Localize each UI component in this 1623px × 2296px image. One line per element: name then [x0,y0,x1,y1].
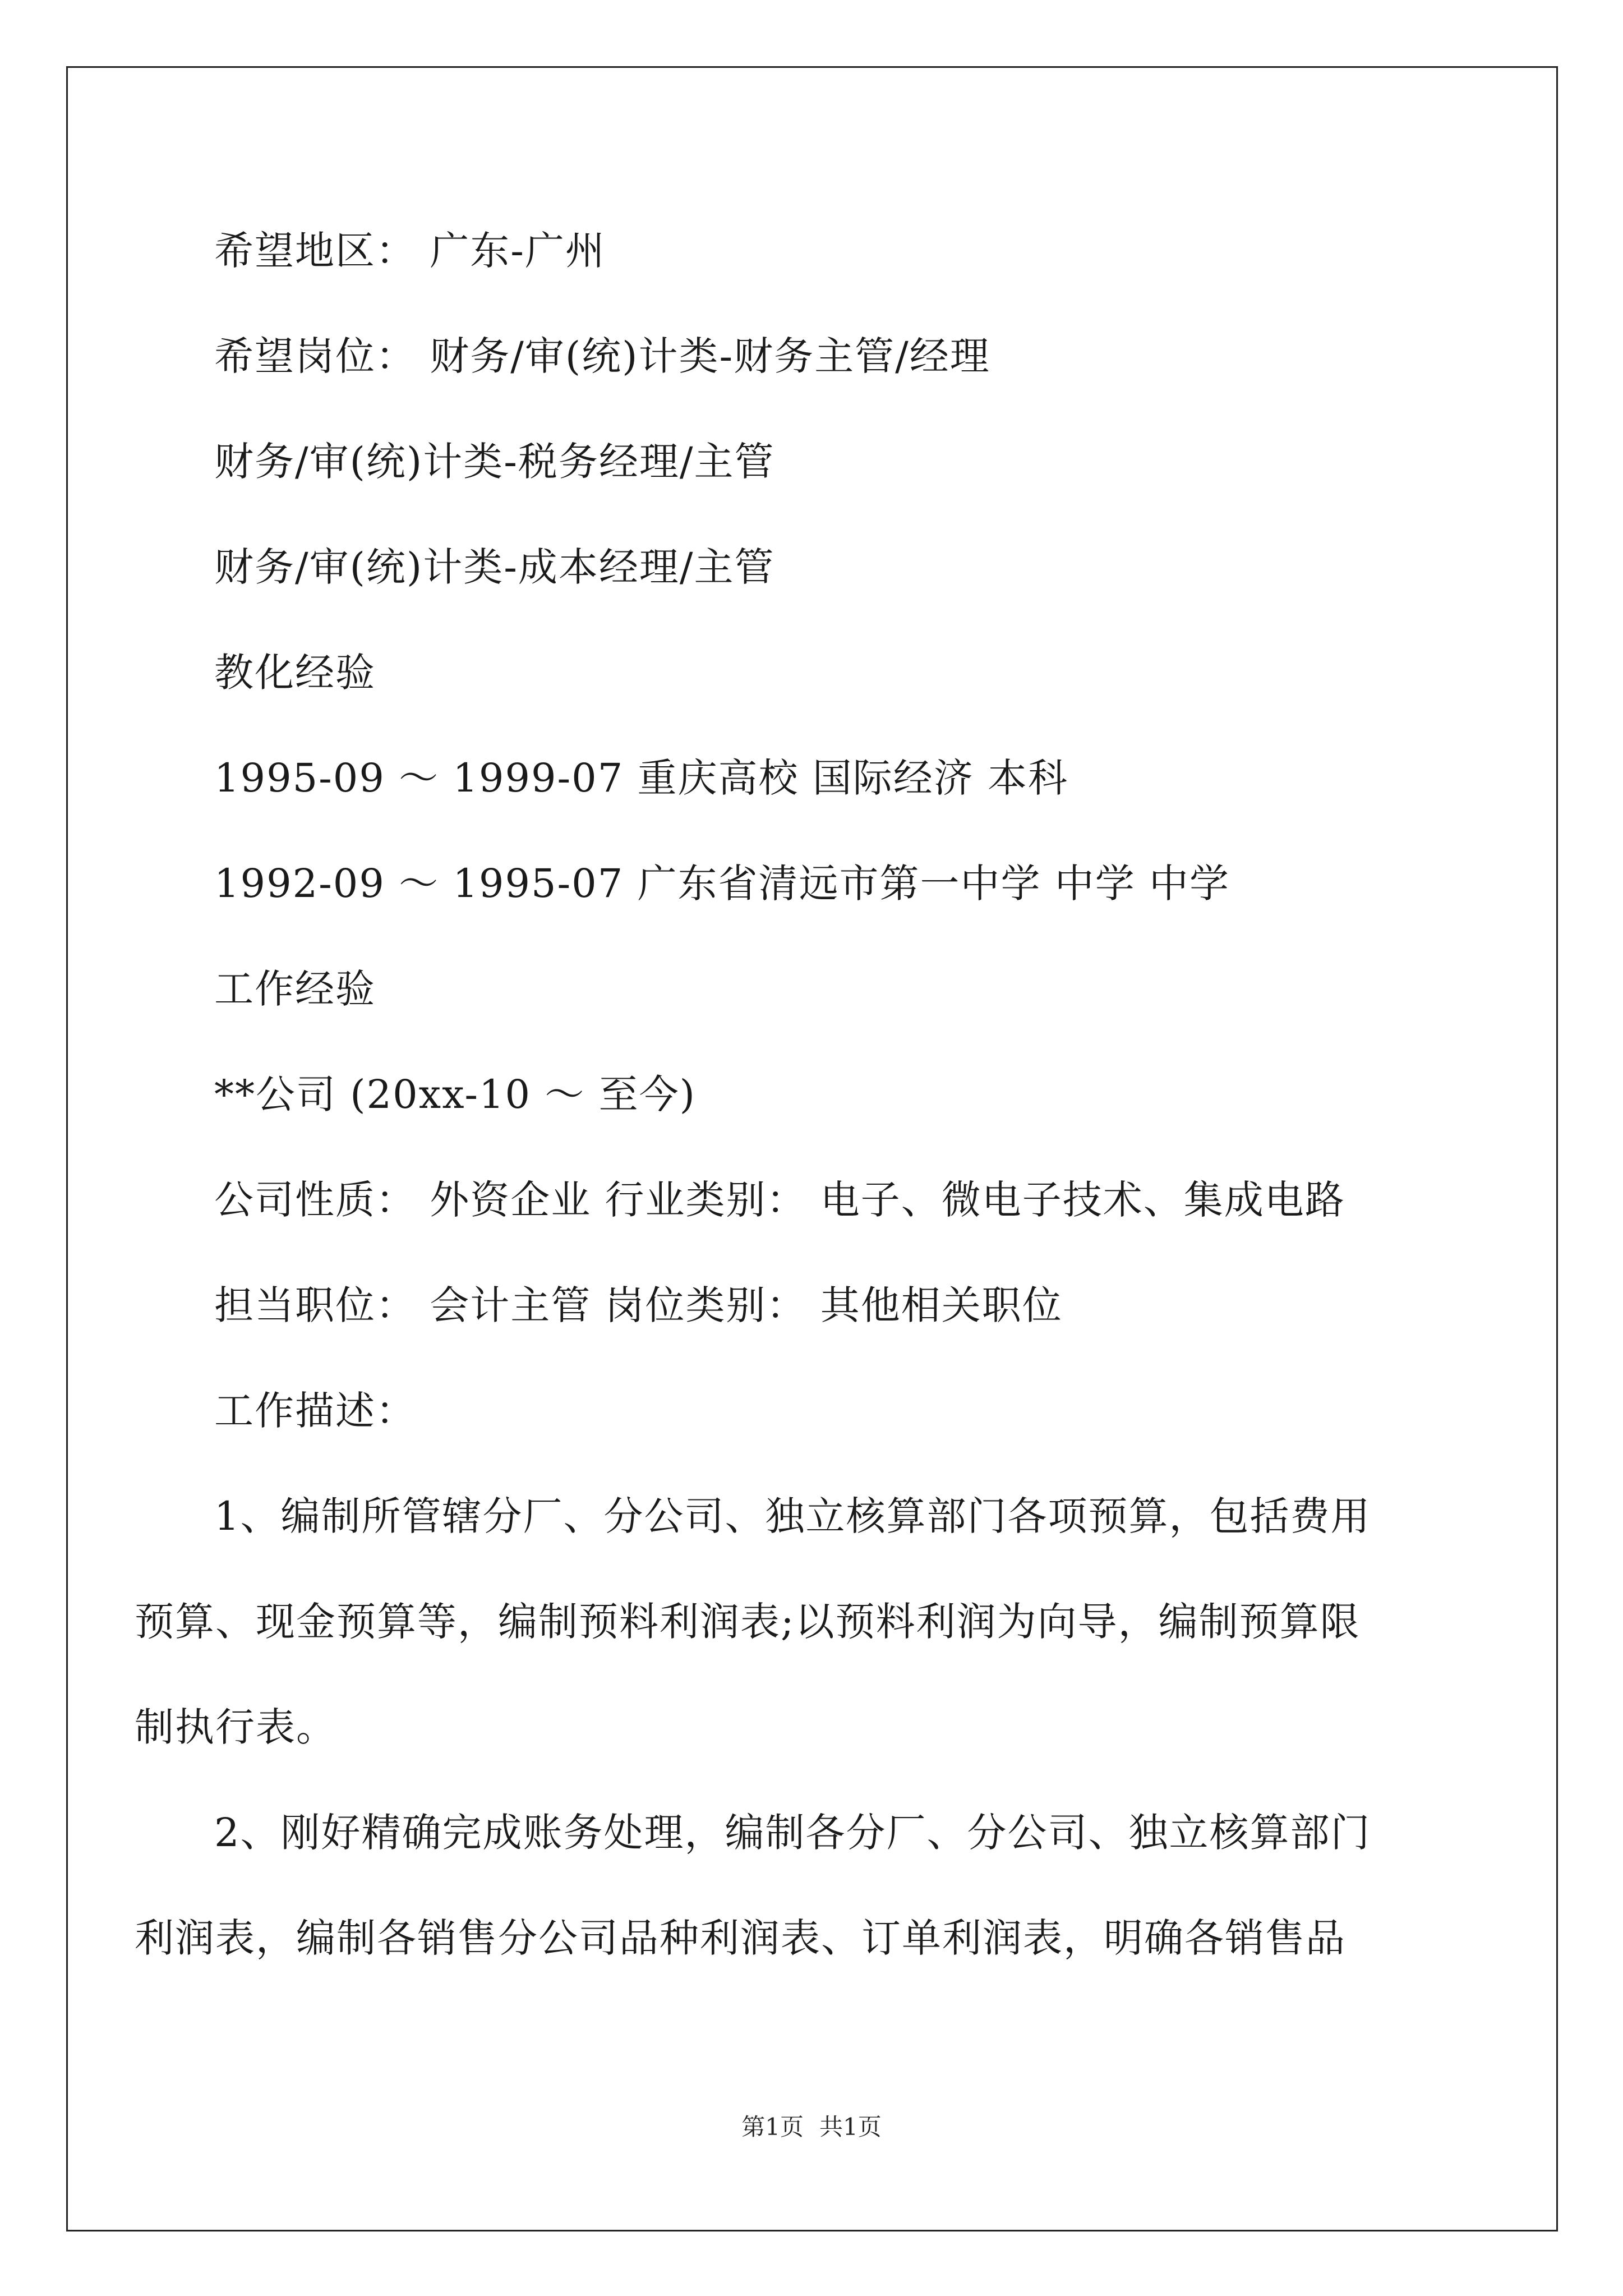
page-footer [0,2110,1623,2144]
page-frame [66,66,1558,2231]
text-line: **公司 (20xx-10 ～ 至今) [214,1071,696,1117]
paragraph-line: 预算、现金预算等，编制预料利润表;以预料利润为向导，编制预算限 [135,1599,1361,1645]
text-line: 1992-09 ～ 1995-07 广东省清远市第一中学 中学 中学 [214,861,1230,907]
text-line: 财务/审(统)计类-成本经理/主管 [214,544,775,590]
page-number: 第1页 [741,2113,804,2141]
text-line: 希望岗位： 财务/审(统)计类-财务主管/经理 [214,333,990,379]
text-line: 工作描述： [214,1388,416,1434]
paragraph-line: 2、刚好精确完成账务处理，编制各分厂、分公司、独立核算部门 [214,1810,1371,1856]
paragraph-line: 制执行表。 [135,1704,336,1750]
text-line: 1995-09 ～ 1999-07 重庆高校 国际经济 本科 [214,755,1068,801]
text-line: 希望地区： 广东-广州 [214,228,606,274]
page-total: 共1页 [819,2113,882,2141]
paragraph-line: 利润表，编制各销售分公司品种利润表、订单利润表，明确各销售品 [135,1915,1346,1961]
paragraph-line: 1、编制所管辖分厂、分公司、独立核算部门各项预算，包括费用 [214,1493,1371,1539]
section-heading: 教化经验 [214,650,376,696]
text-line: 担当职位： 会计主管 岗位类别： 其他相关职位 [214,1282,1063,1328]
text-line: 公司性质： 外资企业 行业类别： 电子、微电子技术、集成电路 [214,1177,1345,1223]
section-heading: 工作经验 [214,966,376,1012]
text-line: 财务/审(统)计类-税务经理/主管 [214,439,775,485]
